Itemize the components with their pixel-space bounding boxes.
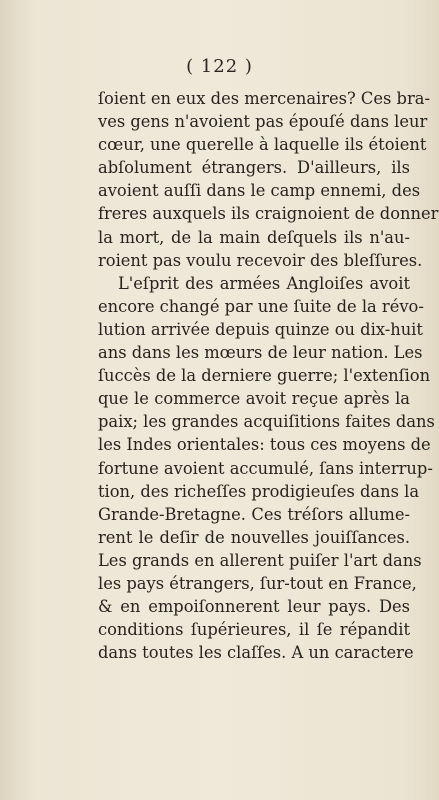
text-line: les Indes orientales: tous ces moyens de bbox=[98, 435, 431, 455]
text-line: ſuccès de la derniere guerre; l'extenſion bbox=[98, 366, 431, 386]
paragraph-1 bbox=[98, 87, 439, 272]
text-line: roient pas voulu recevoir des bleſſures. bbox=[98, 250, 423, 270]
text-line: ans dans les mœurs de leur nation. Les bbox=[98, 343, 423, 363]
text-line: que le commerce avoit reçue après la bbox=[98, 389, 410, 409]
text-line: avoient auſſi dans le camp ennemi, des bbox=[98, 181, 421, 201]
text-line: la mort, de la main deſquels ils n'au- bbox=[98, 227, 410, 247]
text-line: encore changé par une ſuite de la révo- bbox=[98, 296, 424, 316]
text-line: freres auxquels ils craignoient de donner bbox=[98, 204, 439, 224]
text-line: fortune avoient accumulé, ſans interrup- bbox=[98, 458, 433, 478]
text-line: les pays étrangers, ſur-tout en France, bbox=[98, 573, 417, 593]
text-line: paix; les grandes acquiſitions faites dans bbox=[98, 412, 435, 432]
text-line: ſoient en eux des mercenaires? Ces bra- bbox=[98, 89, 430, 108]
text-line: Grande-Bretagne. Ces tréſors allume- bbox=[98, 504, 410, 524]
text-line: ves gens n'avoient pas épouſé dans leur bbox=[98, 112, 428, 132]
text-line: rent le deſir de nouvelles jouiſſances. bbox=[98, 527, 410, 547]
page-number: ( 122 ) bbox=[186, 56, 253, 77]
text-line: Les grands en allerent puiſer l'art dans bbox=[98, 550, 422, 570]
text-line: abſolument étrangers. D'ailleurs, ils bbox=[98, 158, 410, 178]
text-line: & en empoiſonnerent leur pays. Des bbox=[98, 597, 410, 617]
paragraph-2 bbox=[98, 272, 435, 665]
text-line: L'eſprit des armées Angloiſes avoit bbox=[118, 273, 410, 293]
page-body-text bbox=[98, 87, 439, 664]
text-line: dans toutes les claſſes. A un caractere bbox=[98, 643, 414, 663]
text-line: conditions ſupérieures, il ſe répandit bbox=[98, 620, 410, 640]
text-line: lution arrivée depuis quinze ou dix-huit bbox=[98, 319, 423, 339]
text-line: cœur, une querelle à laquelle ils étoient bbox=[98, 135, 427, 155]
text-line: tion, des richeſſes prodigieuſes dans la bbox=[98, 481, 420, 501]
